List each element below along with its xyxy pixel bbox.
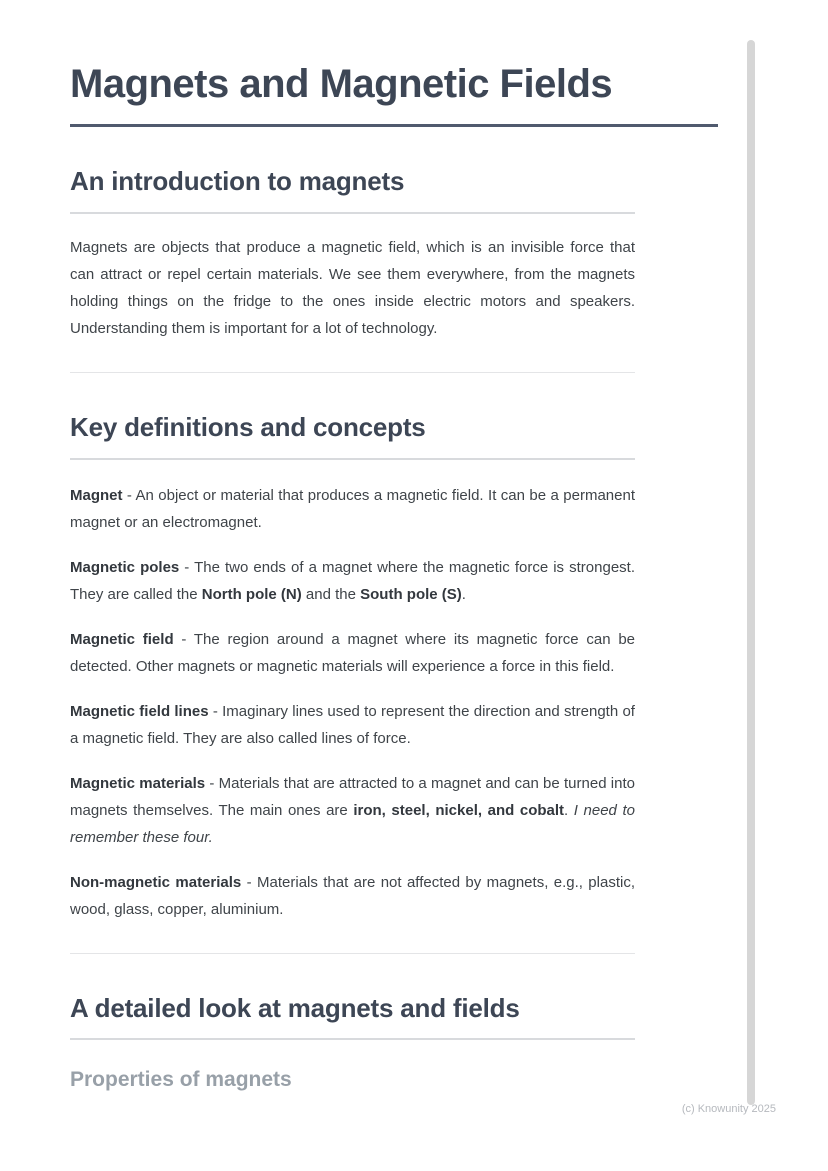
section-heading-detailed: A detailed look at magnets and fields (70, 992, 520, 1023)
section-heading-definitions: Key definitions and concepts (70, 411, 426, 442)
section-definitions (70, 411, 718, 923)
definition-item (70, 554, 635, 608)
definition-term: North pole (N) (201, 585, 302, 603)
definition-item (70, 698, 635, 752)
intro-paragraph: Magnets are objects that produce a magnetic field, which is an invisible force that can attract or repel certain materials. We see them everywhere, from the magnets holding things on the fridge to the ones inside electric motors and speakers. Understanding them is important for a lot of technology. (70, 238, 635, 337)
definition-term: Magnetic field lines (70, 702, 209, 720)
definition-text: - An object or material that produces a magnetic field. It can be a permanent magnet or an electromagnet. (70, 486, 635, 531)
definition-text: - The region around a magnet where its magnetic force can be detected. Other magnets or magnetic materials will experience a force in this field. (70, 630, 635, 675)
title-rule (70, 124, 718, 127)
heading-rule-intro (70, 212, 635, 214)
definition-text: and the (301, 585, 361, 603)
definition-term: Magnetic materials (70, 774, 206, 792)
subsection-heading-properties: Properties of magnets (70, 1068, 292, 1092)
definition-text: - Materials that are not affected by magnets, e.g., plastic, wood, glass, copper, aluminium. (70, 873, 635, 918)
definition-term: Magnetic field (70, 630, 174, 648)
definition-text: . (461, 585, 466, 603)
definition-note: I need to remember these four. (70, 801, 635, 846)
section-intro (70, 165, 718, 342)
scrollbar[interactable] (747, 40, 755, 1105)
definition-term: Magnet (70, 486, 123, 504)
definition-item (70, 770, 635, 851)
page-title: Magnets and Magnetic Fields (70, 62, 613, 106)
heading-rule-definitions (70, 458, 635, 460)
definition-text: - The two ends of a magnet where the magnetic force is strongest. They are called the (70, 558, 635, 603)
section-divider-2 (70, 953, 635, 954)
definition-term: South pole (S) (360, 585, 462, 603)
section-divider-1 (70, 372, 635, 373)
heading-rule-detailed (70, 1038, 635, 1040)
definitions-list (70, 482, 635, 923)
section-heading-intro: An introduction to magnets (70, 166, 405, 196)
definition-item (70, 482, 635, 536)
definition-text: . (564, 801, 574, 819)
document-content (70, 0, 718, 1094)
definition-item (70, 626, 635, 680)
definition-term: iron, steel, nickel, and cobalt (353, 801, 565, 819)
definition-item (70, 869, 635, 923)
definition-text: - Imaginary lines used to represent the direction and strength of a magnetic field. They are also called lines of force. (70, 702, 635, 747)
definition-term: Non-magnetic materials (70, 873, 242, 891)
definition-term: Magnetic poles (70, 558, 180, 576)
copyright-text: (c) Knowunity 2025 (681, 1103, 776, 1115)
definition-text: - Materials that are attracted to a magnet and can be turned into magnets themselves. The main ones are (70, 774, 635, 819)
section-detailed (70, 992, 718, 1094)
